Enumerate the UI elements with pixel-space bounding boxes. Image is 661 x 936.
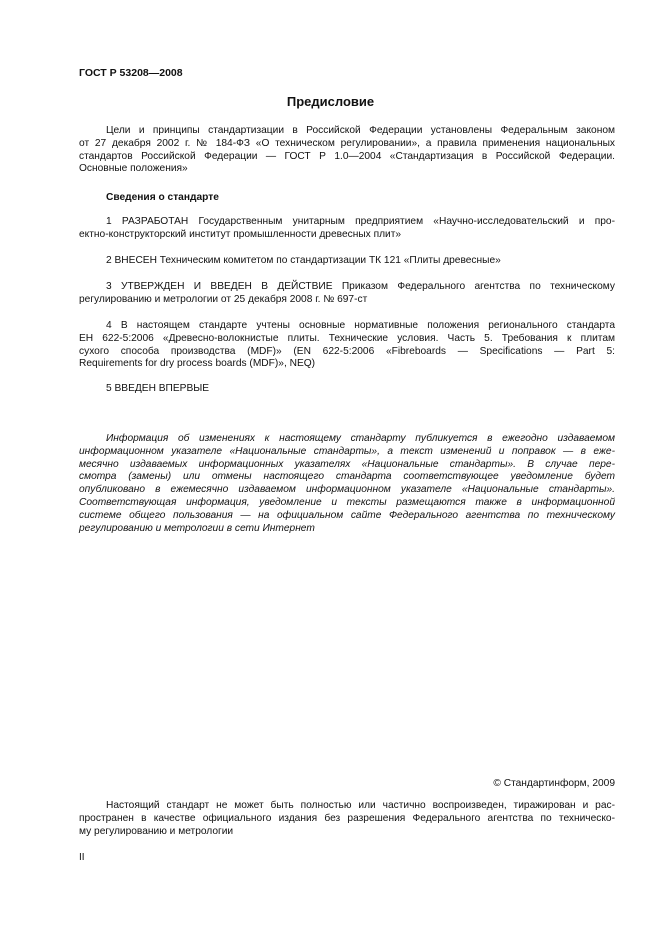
item-1: [79, 216, 615, 242]
item-line: 2 ВНЕСЕН Техническим комитетом по стандартизации ТК 121 «Плиты древесные»: [106, 255, 501, 266]
notice-line: месячно издаваемых информационных указателях «Национальные стандарты». В случае пере-: [79, 458, 615, 470]
intro-line: от 27 декабря 2002 г. № 184-ФЗ «О техническом регулировании», а правила применения национальных: [79, 137, 615, 149]
item-line: сухого способа производства (MDF)» (EN 622-5:2006 «Fibreboards — Specifications — Part 5:: [79, 345, 615, 357]
reproduction-line: пространен в качестве официального издания без разрешения Федерального агентства по техническо-: [79, 812, 615, 824]
item-line: 4 В настоящем стандарте учтены основные нормативные положения регионального стандарта: [106, 320, 615, 331]
item-4: [79, 320, 615, 371]
item-line: регулированию и метрологии от 25 декабря 2008 г. № 697-ст: [79, 293, 368, 305]
notice-line: Информация об изменениях к настоящему стандарту публикуется в ежегодно издаваемом: [106, 433, 615, 444]
notice-line: опубликовано в ежемесячно издаваемом информационном указателе «Национальные стандарты».: [79, 484, 615, 496]
page-title: Предисловие: [286, 94, 375, 109]
copyright: © Стандартинформ, 2009: [493, 778, 615, 789]
intro-line: стандартов Российской Федерации — ГОСТ Р 1.0—2004 «Стандартизация в Российской Федерации.: [79, 150, 615, 162]
item-line: ЕН 622-5:2006 «Древесно-волокнистые плиты. Технические условия. Часть 5. Требования к плитам: [79, 332, 615, 344]
reproduction-line: Настоящий стандарт не может быть полностью или частично воспроизведен, тиражирован и рас-: [106, 800, 615, 811]
notice-line: информационном указателе «Национальные стандарты», а текст изменений и поправок — в еже-: [79, 445, 615, 457]
item-line: 3 УТВЕРЖДЕН И ВВЕДЕН В ДЕЙСТВИЕ Приказом Федерального агентства по техническому: [106, 281, 615, 292]
item-5: [79, 383, 615, 396]
item-3: [79, 281, 615, 307]
notice-line: смотра (замены) или отмены настоящего стандарта соответствующее уведомление будет: [79, 471, 615, 483]
item-line: ектно-конструкторский институт промышленности древесных плит»: [79, 228, 402, 240]
intro-paragraph: [79, 125, 615, 176]
notice-line: Соответствующая информация, уведомление и тексты размещаются также в информационной: [79, 496, 615, 508]
item-2: [79, 255, 615, 268]
item-line: 1 РАЗРАБОТАН Государственным унитарным предприятием «Научно-исследовательский и про-: [106, 216, 615, 227]
notice-line: регулированию и метрологии в сети Интернет: [79, 522, 315, 534]
reproduction-line: му регулированию и метрологии: [79, 825, 234, 837]
document-header-id: ГОСТ Р 53208—2008: [79, 67, 183, 79]
reproduction-paragraph: [79, 800, 615, 838]
info-heading: Сведения о стандарте: [106, 192, 219, 203]
intro-line: Основные положения»: [79, 163, 188, 175]
notice-paragraph: [79, 433, 615, 535]
item-line: Requirements for dry process boards (MDF)», NEQ): [79, 358, 316, 370]
intro-line: Цели и принципы стандартизации в Российской Федерации установлены Федеральным законом: [106, 125, 615, 136]
notice-line: системе общего пользования — на официальном сайте Федерального агентства по техническому: [79, 509, 615, 521]
item-line: 5 ВВЕДЕН ВПЕРВЫЕ: [106, 383, 210, 394]
page-number: II: [79, 852, 85, 863]
